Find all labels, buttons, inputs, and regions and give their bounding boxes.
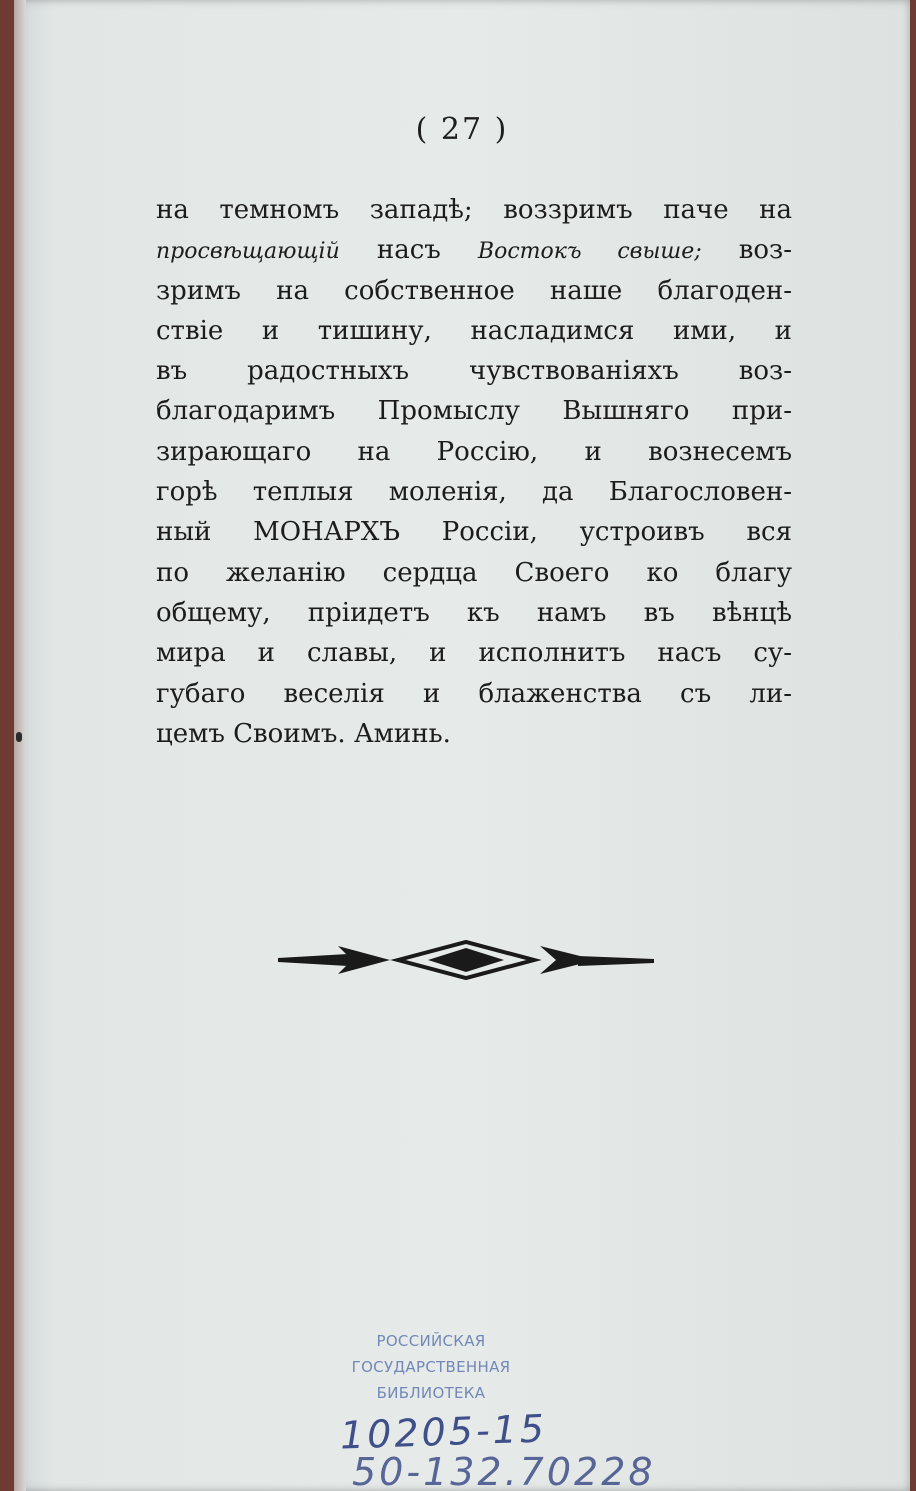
text-line-6: благодаримъ Промыслу Вышняго при- — [156, 396, 792, 427]
library-stamp — [336, 1328, 526, 1406]
text-line-12: мира и славы, и исполнитъ насъ су- — [156, 638, 792, 669]
text-line-11: общему, пріидетъ къ намъ въ вѣнцѣ — [156, 597, 792, 628]
stamp-line-2: ГОСУДАРСТВЕННАЯ — [351, 1358, 511, 1376]
text-line-2-normal-a: насъ — [376, 235, 441, 266]
text-line-8: горѣ теплыя моленія, да Благословен- — [156, 477, 792, 508]
stamp-line-1: РОССИЙСКАЯ — [376, 1332, 486, 1350]
text-line-14: цемъ Своимъ. Аминь. — [156, 718, 451, 749]
text-line-10: по желанію сердца Своего ко благу — [156, 557, 792, 588]
text-line-2-normal-b: воз- — [738, 235, 793, 266]
text-line-5: въ радостныхъ чувствованіяхъ воз- — [156, 356, 792, 387]
text-line-1: на темномъ западѣ; воззримъ паче на — [156, 195, 792, 225]
text-line-4: ствіе и тишину, насладимся ими, и — [156, 315, 792, 346]
book-page — [14, 0, 910, 1491]
text-line-3: зримъ на собственное наше благоден- — [156, 275, 792, 306]
body-text — [156, 190, 792, 754]
text-line-9: ный МОНАРХЪ Россіи, устроивъ вся — [156, 517, 792, 548]
stamp-line-3: БИБЛИОТЕКА — [376, 1384, 486, 1402]
text-line-2 — [156, 230, 792, 270]
page-gutter — [14, 0, 26, 1491]
page-number: ( 27 ) — [415, 112, 509, 147]
handwritten-shelfmark-1: 10205-15 — [339, 1406, 548, 1458]
handwritten-shelfmark-2: 50-132.70228 — [352, 1450, 656, 1491]
double-arrow-ornament-icon — [278, 936, 654, 990]
margin-mark — [16, 732, 22, 742]
text-line-7: зирающаго на Россію, и вознесемъ — [156, 436, 792, 467]
text-line-2-italic-b: Востокъ свыше; — [477, 239, 702, 265]
text-line-2-italic-a: просвѣщающій — [156, 239, 340, 265]
text-line-13: губаго веселія и блаженства съ ли- — [156, 678, 792, 709]
